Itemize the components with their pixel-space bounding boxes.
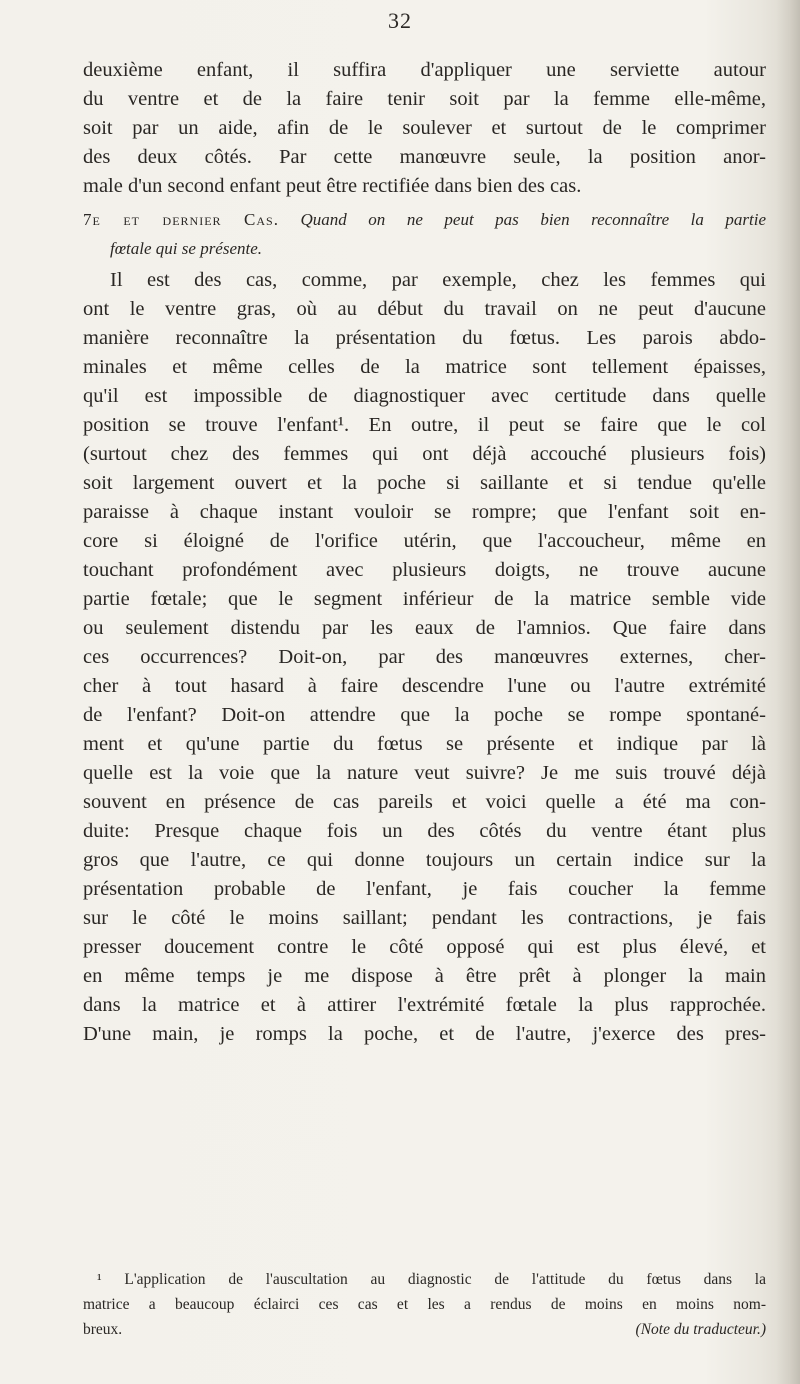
body-paragraph (83, 266, 766, 1049)
text-line: manière reconnaître la présentation du fœtus. Les parois abdo- (83, 327, 766, 349)
case-heading (83, 205, 766, 263)
text-line: en même temps je me dispose à être prêt à plonger la main (83, 965, 766, 987)
text-line: cher à tout hasard à faire descendre l'une ou l'autre extrémité (83, 675, 766, 697)
text-line: ont le ventre gras, où au début du travail on ne peut d'aucune (83, 298, 766, 320)
footnote-line: ¹ L'application de l'auscultation au diagnostic de l'attitude du fœtus dans la (97, 1271, 766, 1288)
page-number: 32 (388, 8, 412, 33)
footnote-attribution: (Note du traducteur.) (635, 1321, 766, 1338)
text-line: soit largement ouvert et la poche si saillante et si tendue qu'elle (83, 472, 766, 494)
case-title: Quand on ne peut pas bien reconnaître la partie (300, 210, 766, 229)
heading-line-1 (83, 205, 766, 234)
text-line: qu'il est impossible de diagnostiquer avec certitude dans quelle (83, 385, 766, 407)
footnote-last-line (83, 1317, 766, 1342)
text-line: male d'un second enfant peut être rectifiée dans bien des cas. (83, 175, 582, 197)
footnote (83, 1267, 766, 1342)
text-line: Il est des cas, comme, par exemple, chez les femmes qui (110, 269, 766, 291)
case-title-continued: fœtale qui se présente. (110, 239, 263, 258)
text-line: deuxième enfant, il suffira d'appliquer une serviette autour (83, 59, 766, 81)
footnote-line: matrice a beaucoup éclairci ces cas et les a rendus de moins en moins nom- (83, 1296, 766, 1313)
text-line: partie fœtale; que le segment inférieur de la matrice semble vide (83, 588, 766, 610)
text-line: du ventre et de la faire tenir soit par la femme elle-même, (83, 88, 766, 110)
text-line: ment et qu'une partie du fœtus se présente et indique par là (83, 733, 766, 755)
text-line: paraisse à chaque instant vouloir se rompre; que l'enfant soit en- (83, 501, 766, 523)
text-line: soit par un aide, afin de le soulever et surtout de le comprimer (83, 117, 766, 139)
text-line: minales et même celles de la matrice sont tellement épaisses, (83, 356, 766, 378)
text-line: dans la matrice et à attirer l'extrémité fœtale la plus rapprochée. (83, 994, 766, 1016)
text-line: ou seulement distendu par les eaux de l'amnios. Que faire dans (83, 617, 766, 639)
intro-paragraph (83, 56, 766, 201)
text-line: souvent en présence de cas pareils et voici quelle a été ma con- (83, 791, 766, 813)
text-line: duite: Presque chaque fois un des côtés du ventre étant plus (83, 820, 766, 842)
text-line: quelle est la voie que la nature veut suivre? Je me suis trouvé déjà (83, 762, 766, 784)
text-line: présentation probable de l'enfant, je fais coucher la femme (83, 878, 766, 900)
text-line: de l'enfant? Doit-on attendre que la poche se rompe spontané- (83, 704, 766, 726)
text-line: D'une main, je romps la poche, et de l'autre, j'exerce des pres- (83, 1023, 766, 1045)
case-label: 7e et dernier Cas. (83, 210, 279, 229)
text-line: ces occurrences? Doit-on, par des manœuvres externes, cher- (83, 646, 766, 668)
footnote-line: breux. (83, 1321, 123, 1338)
page-edge-shadow (776, 0, 800, 1384)
text-line: des deux côtés. Par cette manœuvre seule, la position anor- (83, 146, 766, 168)
text-line: sur le côté le moins saillant; pendant les contractions, je fais (83, 907, 766, 929)
text-line: presser doucement contre le côté opposé qui est plus élevé, et (83, 936, 766, 958)
text-line: (surtout chez des femmes qui ont déjà accouché plusieurs fois) (83, 443, 766, 465)
text-line: position se trouve l'enfant¹. En outre, il peut se faire que le col (83, 414, 766, 436)
text-line: touchant profondément avec plusieurs doigts, ne trouve aucune (83, 559, 766, 581)
text-line: core si éloigné de l'orifice utérin, que l'accoucheur, même en (83, 530, 766, 552)
text-line: gros que l'autre, ce qui donne toujours un certain indice sur la (83, 849, 766, 871)
